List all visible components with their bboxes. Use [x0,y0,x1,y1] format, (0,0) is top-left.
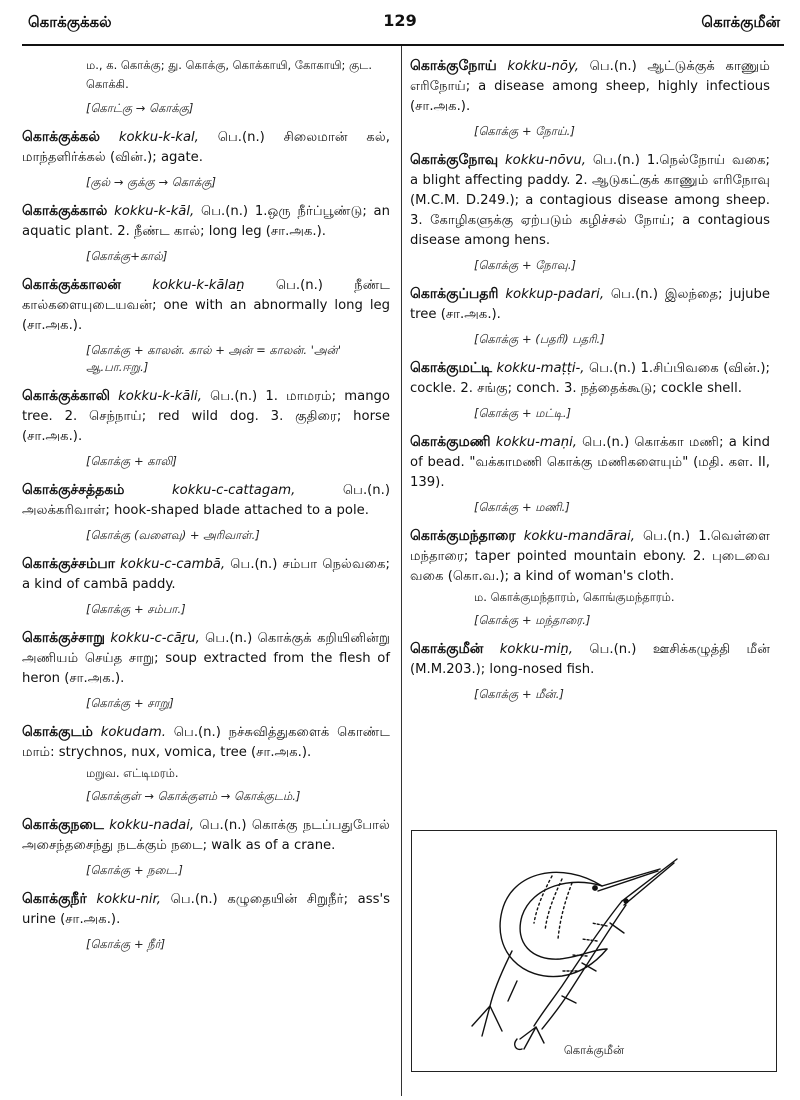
etymology: [கொக்கு + மந்தாரை.] [474,613,591,627]
definition: பெ.(n.) இலந்தை; jujube tree (சா.அக.). [410,287,770,322]
headword: கொக்குமணி [410,434,491,450]
headword: கொக்குநோவு [410,152,499,168]
definition: பெ.(n.) 1.நெல்நோய் வகை; a blight affecting paddy. 2. ஆடுகட்குக் காணும் எரிநோவு (M.C.M. D.249.); a contagious disease among sheep. 3. கோழிகளுக்கு ஏற்படும் கழிச்சல் நோய்; a contagious disease among hens. [410,153,770,248]
page-number: 129 [383,11,417,30]
definition: பெ.(n.) 1. மாமரம்; mango tree. 2. செந்நாய்; red wild dog. 3. குதிரை; horse (சா.அக.). [22,389,390,444]
etymology: [கொக்கு + சாறு] [86,696,174,710]
headword: கொக்குக்கல் [22,129,101,145]
transliteration: kokku-c-cambā, [120,557,226,572]
transliteration: kokku-c-cattagam, [171,483,296,498]
dictionary-entry [410,639,770,680]
transliteration: kokku-k-kāli, [118,389,202,404]
column-divider [401,46,402,1096]
dictionary-entry [410,526,770,587]
definition: பெ.(n.) ஆட்டுக்குக் காணும் எரிநோய்; a disease among sheep, highly infectious (சா.அக.). [410,59,770,114]
transliteration: kokkup-padari, [505,287,605,302]
illustration-caption: கொக்குமீன் [563,1043,625,1057]
headword: கொக்குச்சத்தகம் [22,482,125,498]
dictionary-entry [410,432,770,493]
left-column [22,56,390,963]
header-guide-word-left: கொக்குக்கல் [28,13,112,31]
etymology: [கொக்கு + நடை.] [86,863,183,877]
definition: பெ.(n.) கொக்கா மணி; a kind of bead. "வக்காமணி கொக்கு மணிகளையும்" (மதி. கள. II, 139). [410,435,770,490]
dictionary-entry [410,284,770,325]
etymology: [கொக்கு + நோய்.] [474,124,575,138]
headword: கொக்குச்சம்பா [22,556,115,572]
etymology: [கொக்கு + சம்பா.] [86,602,186,616]
headword: கொக்குச்சாறு [22,630,106,646]
synonym-note: மறுவ. எட்டிமரம். [86,766,179,780]
dictionary-entry [410,358,770,399]
etymology: [கொக்கு+கால்] [86,249,168,263]
transliteration: kokku-nir, [96,892,161,907]
dictionary-entry [22,889,390,930]
etymology: [கொக்கு + (பதரி) பதரி.] [474,332,605,346]
dictionary-entry [410,56,770,117]
dictionary-entry [22,554,390,595]
page-header [0,0,800,40]
etymology: [கொக்குள் → கொக்குளம் → கொக்குடம்.] [86,789,301,803]
headword: கொக்குமந்தாரை [410,528,516,544]
transliteration: kokku-maṇi, [495,435,577,450]
definition: பெ.(n.) சம்பா நெல்வகை; a kind of cambā paddy. [22,557,390,592]
cognates-note: ம., க. கொக்கு; து. கொக்கு, கொக்காயி, கோகாயி; குட. கொக்கி. [86,58,372,91]
dictionary-entry [22,275,390,336]
definition: பெ.(n.) 1.ஒரு நீர்ப்பூண்டு; an aquatic plant. 2. நீண்ட கால்; long leg (சா.அக.). [22,204,390,239]
dictionary-entry [22,722,390,763]
etymology: [கொக்கு + மட்டி.] [474,406,571,420]
etymology: [கொக்கு + நீர்] [86,937,166,951]
definition: பெ.(n.) ஊசிக்கழுத்தி மீன் (M.M.203.); long-nosed fish. [410,642,770,677]
dictionary-entry [22,386,390,447]
transliteration: kokku-nōy, [507,59,579,74]
headword: கொக்குடம் [22,724,93,740]
transliteration: kokku-k-kāl, [114,204,195,219]
headword: கொக்குநோய் [410,58,497,74]
transliteration: kokku-mandārai, [523,529,635,544]
definition: பெ.(n.) கொக்குக் கறியினின்று அணியம் செய்த சாறு; soup extracted from the flesh of heron (சா.அக.). [22,631,390,686]
dictionary-entry [22,628,390,689]
dictionary-entry [22,815,390,856]
headword: கொக்குமட்டி [410,360,493,376]
etymology: [கொட்கு → கொக்கு] [86,101,194,115]
header-rule [22,44,784,46]
header-guide-word-right: கொக்குமீன் [701,13,780,31]
dictionary-entry [22,480,390,521]
definition: பெ.(n.) கொக்கு நடப்பதுபோல் அசைந்தசைந்து நடக்கும் நடை; walk as of a crane. [22,818,390,853]
illustration-frame [411,830,777,1072]
transliteration: kokku-k-kal, [118,130,199,145]
transliteration: kokku-maṭṭi-, [496,361,585,376]
headword: கொக்குப்பதரி [410,286,499,302]
long-nosed-fish-illustration [412,831,776,1071]
etymology: [குல் → குக்கு → கொக்கு] [86,175,217,189]
headword: கொக்குக்காலன் [22,277,121,293]
dictionary-entry [22,127,390,168]
definition: பெ.(n.) கழுதையின் சிறுநீர்; ass's urine (சா.அக.). [22,892,390,927]
definition: பெ.(n.) சிலைமான் கல், மாந்தளிர்க்கல் (வின்.); agate. [22,130,390,165]
dictionary-entry [410,150,770,251]
definition: பெ.(n.) நச்சுவித்துகளைக் கொண்ட மாம்: strychnos, nux, vomica, tree (சா.அக.). [22,725,390,760]
etymology: [கொக்கு + காலி] [86,454,177,468]
etymology: [கொக்கு + மீன்.] [474,687,564,701]
transliteration: kokku-nadai, [109,818,195,833]
transliteration: kokku-c-cāṟu, [110,631,200,646]
transliteration: kokudam. [100,725,166,740]
definition: பெ.(n.) நீண்ட கால்களையுடையவன்; one with an abnormally long leg (சா.அக.). [22,278,390,333]
transliteration: kokku-miṉ, [499,642,573,657]
headword: கொக்குக்காலி [22,388,110,404]
headword: கொக்குமீன் [410,641,484,657]
right-column [410,56,770,713]
dictionary-entry [22,201,390,242]
headword: கொக்குக்கால் [22,203,108,219]
etymology: [கொக்கு + மணி.] [474,500,570,514]
etymology: [கொக்கு + நோவு.] [474,258,576,272]
cognates-note: ம. கொக்குமந்தாரம், கொங்குமந்தாரம். [474,590,675,604]
headword: கொக்குநடை [22,817,104,833]
definition: பெ.(n.) 1.வெள்ளை மந்தாரை; taper pointed mountain ebony. 2. புடைவை வகை (கொ.வ.); a kind of woman's cloth. [410,529,770,584]
definition: பெ.(n.) 1.சிப்பிவகை (வின்.); cockle. 2. சங்கு; conch. 3. நத்தைக்கூடு; cockle shell. [410,361,770,396]
definition: பெ.(n.) அலக்கரிவாள்; hook-shaped blade attached to a pole. [22,483,390,518]
etymology: [கொக்கு + காலன். கால் + அன் = காலன். 'அன்' ஆ.பா.ஈறு.] [86,343,341,374]
transliteration: kokku-nōvu, [505,153,586,168]
transliteration: kokku-k-kālaṉ [152,278,245,293]
etymology: [கொக்கு (வளைவு) + அரிவாள்.] [86,528,260,542]
headword: கொக்குநீர் [22,891,87,907]
